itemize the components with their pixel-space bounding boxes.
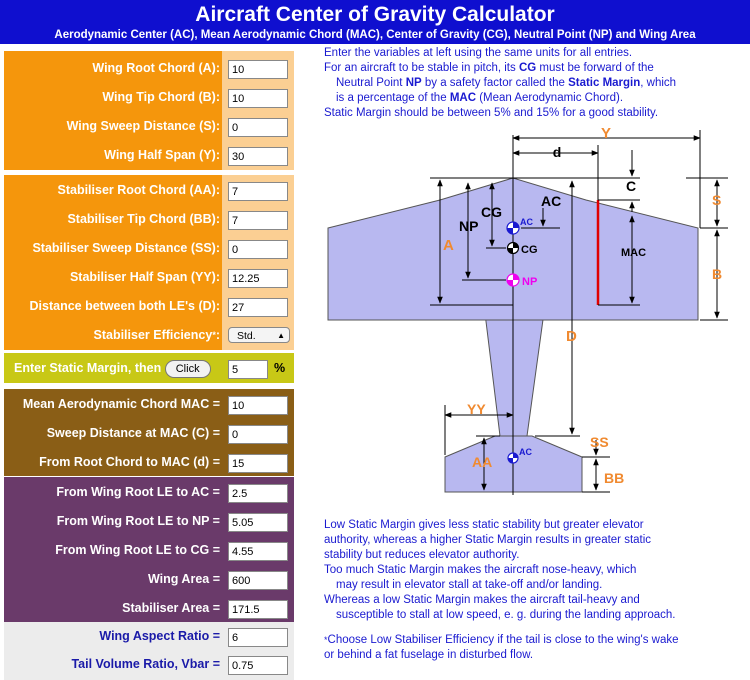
mac-row: [4, 390, 294, 419]
header: [0, 0, 750, 44]
cg-output[interactable]: [228, 542, 288, 561]
wing-half-span-label: Wing Half Span (Y):: [104, 148, 220, 162]
ac-row: [4, 478, 294, 507]
aspect-ratio-output[interactable]: [228, 628, 288, 647]
tail-ac-marker-icon: [508, 453, 518, 463]
updown-arrows-icon: ▲: [277, 331, 285, 340]
label-yy: YY: [467, 401, 486, 417]
wing-tip-chord-label: Wing Tip Chord (B):: [102, 90, 220, 104]
info-line: Too much Static Margin makes the aircraft nose-heavy, which: [324, 564, 637, 576]
stab-half-span-row: [4, 263, 294, 292]
wing-sweep-input[interactable]: [228, 118, 288, 137]
mac-output[interactable]: [228, 396, 288, 415]
np-label: From Wing Root LE to NP =: [56, 514, 220, 528]
stab-tip-chord-input[interactable]: [228, 211, 288, 230]
np-row: [4, 507, 294, 536]
label-b: B: [712, 266, 723, 282]
cg-results-panel: [4, 477, 294, 622]
static-margin-panel: [4, 353, 294, 383]
static-margin-label: Enter Static Margin, then: [14, 361, 162, 375]
mac-label: Mean Aerodynamic Chord MAC =: [22, 397, 220, 411]
wing-half-span-row: [4, 141, 294, 170]
label-s: S: [712, 192, 722, 208]
fuselage-shape: [484, 305, 545, 436]
page-subtitle: Aerodynamic Center (AC), Mean Aerodynamic Chord (MAC), Center of Gravity (CG), Neutral Point (NP) and Wing Area: [54, 29, 696, 41]
vbar-label: Tail Volume Ratio, Vbar =: [71, 657, 220, 671]
info-line: Static Margin should be between 5% and 15% for a good stability.: [324, 107, 659, 119]
info-line: Enter the variables at left using the same units for all entries.: [324, 47, 633, 59]
label-bb: BB: [604, 470, 625, 486]
wing-root-chord-label: Wing Root Chord (A):: [92, 61, 220, 75]
info-line: stability but reduces elevator authority.: [324, 549, 520, 561]
np-output[interactable]: [228, 513, 288, 532]
wing-tip-chord-row: [4, 83, 294, 112]
stab-sweep-label: Stabiliser Sweep Distance (SS):: [32, 241, 220, 255]
cg-label: From Wing Root LE to CG =: [55, 543, 220, 557]
wing-area-label: Wing Area =: [147, 572, 220, 586]
label-cg-small: CG: [521, 244, 538, 256]
label-ac-small: AC: [520, 217, 533, 227]
label-c: C: [626, 178, 637, 194]
cg-diagram: [300, 120, 750, 505]
stab-tip-chord-label: Stabiliser Tip Chord (BB):: [67, 212, 220, 226]
wing-sweep-row: [4, 112, 294, 141]
stab-tip-chord-row: [4, 205, 294, 234]
stab-area-output[interactable]: [228, 600, 288, 619]
np-marker-icon: [507, 274, 519, 286]
wing-sweep-label: Wing Sweep Distance (S):: [66, 119, 220, 133]
mac-sweep-output[interactable]: [228, 425, 288, 444]
le-distance-input[interactable]: [228, 298, 288, 317]
info-line: Whereas a low Static Margin makes the aircraft tail-heavy and: [324, 594, 640, 606]
ratio-panel: [4, 622, 294, 680]
label-cg: CG: [481, 204, 502, 220]
mac-sweep-row: [4, 419, 294, 448]
label-np-small: NP: [522, 276, 538, 288]
le-distance-row: [4, 292, 294, 321]
cg-marker-icon: [508, 243, 519, 254]
stab-efficiency-row: [4, 321, 294, 350]
info-line: is a percentage of the MAC (Mean Aerodynamic Chord).: [336, 92, 624, 104]
mac-distance-output[interactable]: [228, 454, 288, 473]
stab-root-chord-input[interactable]: [228, 182, 288, 201]
label-tail-ac: AC: [519, 447, 532, 457]
wing-root-chord-input[interactable]: [228, 60, 288, 79]
label-a: A: [443, 237, 454, 254]
info-line: authority, whereas a higher Static Margin results in greater static: [324, 534, 652, 546]
stabiliser-input-panel: [4, 175, 294, 350]
label-ss: SS: [590, 434, 609, 450]
mac-distance-row: [4, 448, 294, 477]
stab-half-span-input[interactable]: [228, 269, 288, 288]
mac-sweep-label: Sweep Distance at MAC (C) =: [46, 426, 220, 440]
aspect-ratio-row: [4, 622, 294, 651]
stab-sweep-row: [4, 234, 294, 263]
stab-area-row: [4, 594, 294, 623]
stab-sweep-input[interactable]: [228, 240, 288, 259]
percent-unit: %: [274, 361, 286, 375]
mac-results-panel: [4, 389, 294, 476]
footnote-line: or behind a fat fuselage in disturbed flow.: [324, 649, 534, 661]
ac-label: From Wing Root LE to AC =: [56, 485, 220, 499]
info-bottom: [324, 518, 744, 663]
label-ac: AC: [541, 193, 562, 209]
click-button[interactable]: Click: [165, 360, 211, 378]
label-mac: MAC: [621, 247, 647, 259]
info-line: For an aircraft to be stable in pitch, its CG must be forward of the: [324, 62, 654, 74]
wing-input-panel: [4, 51, 294, 170]
info-line: Neutral Point NP by a safety factor called the Static Margin, which: [336, 77, 677, 89]
info-line: Low Static Margin gives less static stability but greater elevator: [324, 519, 644, 531]
stab-efficiency-label: Stabiliser Efficiency*:: [93, 328, 220, 342]
label-d-distance: D: [566, 328, 577, 345]
le-distance-label: Distance between both LE's (D):: [29, 299, 220, 313]
cg-row: [4, 536, 294, 565]
wing-root-chord-row: [4, 54, 294, 83]
vbar-row: [4, 650, 294, 679]
label-np: NP: [459, 218, 479, 234]
info-line: may result in elevator stall at take-off and/or landing.: [336, 579, 603, 591]
info-top: [324, 46, 744, 121]
aspect-ratio-label: Wing Aspect Ratio =: [99, 629, 220, 643]
static-margin-row: [4, 354, 294, 383]
ac-output[interactable]: [228, 484, 288, 503]
stab-root-chord-row: [4, 176, 294, 205]
label-y: Y: [600, 125, 612, 142]
stab-area-label: Stabiliser Area =: [122, 601, 220, 615]
footnote-line: *Choose Low Stabiliser Efficiency if the tail is close to the wing's wake: [324, 634, 679, 646]
mac-distance-label: From Root Chord to MAC (d) =: [39, 455, 220, 469]
vbar-output[interactable]: [228, 656, 288, 675]
wing-area-row: [4, 565, 294, 594]
stab-half-span-label: Stabiliser Half Span (YY):: [69, 270, 220, 284]
page-title: Aircraft Center of Gravity Calculator: [195, 3, 555, 26]
static-margin-input[interactable]: [228, 360, 268, 379]
wing-area-output[interactable]: [228, 571, 288, 590]
wing-half-span-input[interactable]: [228, 147, 288, 166]
stab-root-chord-label: Stabiliser Root Chord (AA):: [57, 183, 220, 197]
ac-marker-icon: [507, 222, 519, 234]
wing-tip-chord-input[interactable]: [228, 89, 288, 108]
info-line: susceptible to stall at low speed, e. g. during the landing approach.: [336, 609, 676, 621]
label-d: d: [552, 144, 562, 160]
stab-efficiency-select[interactable]: Std. ▲: [228, 327, 290, 343]
label-aa: AA: [472, 454, 493, 470]
